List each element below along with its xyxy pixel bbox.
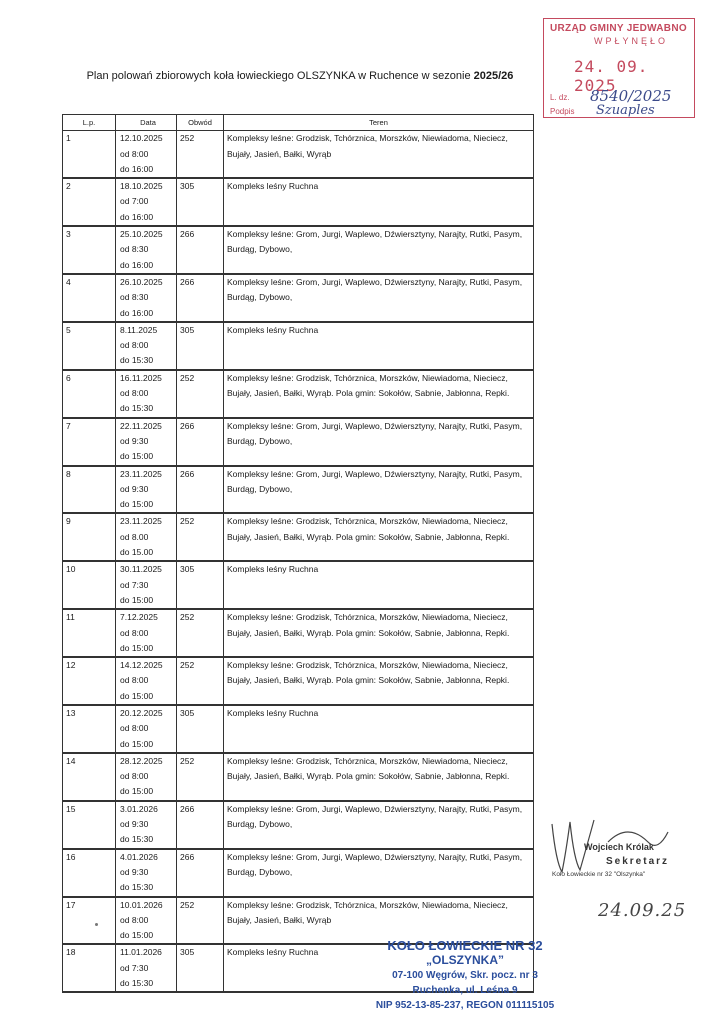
date-value: 30.11.2025 [120,564,162,575]
date-value: 14.12.2025 [120,660,163,671]
table-row [63,801,534,849]
stamp-ldz-value: 8540/2025 [590,87,672,105]
cell-date [116,418,177,466]
cell-teren: Kompleksy leśne: Grom, Jurgi, Waplewo, Dźwiersztyny, Narajty, Rutki, Pasym, Burdąg, Dybowo, [224,801,534,849]
cell-date [116,705,177,753]
time-from: od 8:30 [120,292,149,303]
time-from: od 8:00 [120,627,149,638]
cell-obwod: 252 [177,513,224,561]
table-row [63,322,534,370]
cell-date [116,131,177,178]
cell-teren: Kompleksy leśne: Grodzisk, Tchórznica, Morszków, Niewiadoma, Nieciecz, Bujały, Jasień, Bałki, Wyrąb. Pola gmin: Sokołów, Sabnie, Jabłonna, Repki. [224,609,534,657]
date-value: 25.10.2025 [120,229,163,240]
date-value: 12.10.2025 [120,133,163,144]
date-value: 18.10.2025 [120,181,163,192]
cell-lp: 7 [63,418,116,466]
cell-date [116,322,177,370]
club-line4: Ruchenka, ul. Leśna 9 [412,985,518,996]
time-from: od 9:30 [120,819,149,830]
cell-lp: 1 [63,131,116,178]
cell-teren: Kompleksy leśne: Grodzisk, Tchórznica, Morszków, Niewiadoma, Nieciecz, Bujały, Jasień, Bałki, Wyrąb. Pola gmin: Sokołów, Sabnie, Jabłonna, Repki. [224,370,534,418]
table-row [63,466,534,514]
cell-obwod: 252 [177,897,224,945]
cell-date [116,226,177,274]
header-obwod: Obwód [177,115,224,131]
cell-obwod: 305 [177,178,224,226]
cell-lp: 6 [63,370,116,418]
time-to: do 16:00 [120,163,154,174]
time-to: do 15:00 [120,451,154,462]
cell-teren: Kompleksy leśne: Grodzisk, Tchórznica, Morszków, Niewiadoma, Nieciecz, Bujały, Jasień, Bałki, Wyrąb. Pola gmin: Sokołów, Sabnie, Jabłonna, Repki. [224,513,534,561]
cell-date [116,801,177,849]
speck [95,923,98,926]
cell-obwod: 305 [177,944,224,992]
document-title [60,70,540,82]
time-to: do 15:00 [120,594,154,605]
cell-teren: Kompleksy leśne: Grodzisk, Tchórznica, Morszków, Niewiadoma, Nieciecz, Bujały, Jasień, Bałki, Wyrąb [224,897,534,945]
cell-obwod: 305 [177,322,224,370]
table-row [63,753,534,801]
date-value: 26.10.2025 [120,276,163,287]
club-line2: „OLSZYNKA” [426,953,504,967]
time-from: od 9:30 [120,866,149,877]
cell-lp: 4 [63,274,116,322]
cell-teren: Kompleks leśny Ruchna [224,705,534,753]
cell-obwod: 252 [177,657,224,705]
cell-date [116,513,177,561]
table-row [63,370,534,418]
table-row [63,705,534,753]
time-to: do 16:00 [120,211,154,222]
stamp-ldz-label: L. dz. [550,93,570,102]
signer-role: Sekretarz [606,856,670,867]
table-row [63,178,534,226]
cell-lp: 10 [63,561,116,609]
time-from: od 8:00 [120,723,149,734]
cell-obwod: 266 [177,226,224,274]
cell-lp: 16 [63,849,116,897]
time-from: od 8:00 [120,340,149,351]
date-value: 7.12.2025 [120,612,158,623]
header-lp: L.p. [63,115,116,131]
time-to: do 15.00 [120,547,154,558]
cell-teren: Kompleks leśny Ruchna [224,561,534,609]
stamp-podpis-value: Szuaples [596,103,655,118]
time-to: do 15:00 [120,690,154,701]
date-value: 10.01.2026 [120,899,163,910]
date-value: 22.11.2025 [120,420,162,431]
club-stamp [340,938,590,1013]
table-row [63,274,534,322]
cell-teren: Kompleksy leśne: Grom, Jurgi, Waplewo, Dźwiersztyny, Narajty, Rutki, Pasym, Burdąg, Dybowo, [224,274,534,322]
time-from: od 8:00 [120,771,149,782]
stamp-podpis-label: Podpis [550,107,575,116]
cell-date [116,849,177,897]
cell-lp: 2 [63,178,116,226]
cell-obwod: 305 [177,561,224,609]
signer-name: Wojciech Królak [584,842,654,852]
time-to: do 15:00 [120,786,154,797]
time-to: do 15:00 [120,930,154,941]
date-value: 23.11.2025 [120,468,162,479]
date-value: 3.01.2026 [120,803,158,814]
time-to: do 15:30 [120,355,154,366]
received-stamp [543,18,695,118]
time-from: od 8:00 [120,675,149,686]
cell-lp: 5 [63,322,116,370]
cell-lp: 14 [63,753,116,801]
cell-date [116,561,177,609]
cell-teren: Kompleksy leśne: Grom, Jurgi, Waplewo, Dźwiersztyny, Narajty, Rutki, Pasym, Burdąg, Dybowo, [224,466,534,514]
table-row [63,657,534,705]
cell-obwod: 266 [177,274,224,322]
cell-date [116,944,177,992]
cell-lp: 8 [63,466,116,514]
cell-teren: Kompleks leśny Ruchna [224,322,534,370]
time-to: do 16:00 [120,259,154,270]
cell-obwod: 252 [177,609,224,657]
date-value: 16.11.2025 [120,372,162,383]
handwritten-date: 24.09.25 [598,900,687,921]
cell-teren: Kompleksy leśne: Grom, Jurgi, Waplewo, Dźwiersztyny, Narajty, Rutki, Pasym, Burdąg, Dybowo, [224,418,534,466]
stamp-title: URZĄD GMINY JEDWABNO [550,23,687,34]
club-line3: 07-100 Węgrów, Skr. pocz. nr 3 [392,970,538,981]
time-from: od 9:30 [120,435,149,446]
table-row [63,418,534,466]
cell-obwod: 266 [177,849,224,897]
time-to: do 15:00 [120,738,154,749]
title-season: 2025/26 [473,70,514,82]
hunt-schedule-table [62,114,534,993]
cell-date [116,370,177,418]
table-row [63,561,534,609]
time-to: do 15:30 [120,978,154,989]
cell-teren: Kompleksy leśne: Grom, Jurgi, Waplewo, Dźwiersztyny, Narajty, Rutki, Pasym, Burdąg, Dybowo, [224,226,534,274]
time-from: od 7:30 [120,579,149,590]
cell-lp: 17 [63,897,116,945]
date-value: 4.01.2026 [120,851,158,862]
header-teren: Teren [224,115,534,131]
cell-lp: 15 [63,801,116,849]
time-from: od 7:30 [120,962,149,973]
cell-teren: Kompleksy leśne: Grodzisk, Tchórznica, Morszków, Niewiadoma, Nieciecz, Bujały, Jasień, Bałki, Wyrąb. Pola gmin: Sokołów, Sabnie, Jabłonna, Repki. [224,753,534,801]
time-from: od 8.00 [120,531,149,542]
time-to: do 15:30 [120,834,154,845]
time-to: do 15:30 [120,882,154,893]
cell-obwod: 252 [177,370,224,418]
cell-obwod: 252 [177,131,224,178]
time-from: od 7:00 [120,196,149,207]
cell-teren: Kompleks leśny Ruchna [224,944,534,992]
time-to: do 15:30 [120,403,154,414]
time-to: do 16:00 [120,307,154,318]
time-from: od 8:00 [120,388,149,399]
cell-obwod: 252 [177,753,224,801]
header-date: Data [116,115,177,131]
signature-block [548,812,718,892]
cell-lp: 11 [63,609,116,657]
cell-teren: Kompleksy leśne: Grodzisk, Tchórznica, Morszków, Niewiadoma, Nieciecz, Bujały, Jasień, Bałki, Wyrąb [224,131,534,178]
date-value: 11.01.2026 [120,947,162,958]
table-row [63,609,534,657]
cell-date [116,609,177,657]
time-to: do 15:00 [120,499,154,510]
table-row [63,513,534,561]
cell-obwod: 305 [177,705,224,753]
table-row [63,131,534,178]
time-from: od 8:00 [120,148,149,159]
cell-date [116,466,177,514]
cell-lp: 12 [63,657,116,705]
cell-obwod: 266 [177,801,224,849]
cell-teren: Kompleksy leśne: Grom, Jurgi, Waplewo, Dźwiersztyny, Narajty, Rutki, Pasym, Burdąg, Dybowo, [224,849,534,897]
cell-date [116,753,177,801]
date-value: 28.12.2025 [120,755,163,766]
cell-obwod: 266 [177,466,224,514]
table-row [63,226,534,274]
club-line5: NIP 952-13-85-237, REGON 011115105 [375,1000,555,1011]
stamp-subtitle: WPŁYNĘŁO [594,36,669,46]
cell-lp: 13 [63,705,116,753]
date-value: 8.11.2025 [120,324,158,335]
signature-scribble [548,812,718,892]
table-header-row [63,115,534,131]
cell-lp: 3 [63,226,116,274]
cell-lp: 18 [63,944,116,992]
table-row [63,849,534,897]
time-from: od 8:00 [120,914,149,925]
time-to: do 15:00 [120,642,154,653]
cell-date [116,178,177,226]
cell-date [116,657,177,705]
cell-teren: Kompleksy leśne: Grodzisk, Tchórznica, Morszków, Niewiadoma, Nieciecz, Bujały, Jasień, Bałki, Wyrąb. Pola gmin: Sokołów, Sabnie, Jabłonna, Repki. [224,657,534,705]
cell-teren: Kompleks leśny Ruchna [224,178,534,226]
date-value: 20.12.2025 [120,707,163,718]
stamp-date: 24. 09. 2025 [574,57,649,95]
signer-org: Koło Łowieckie nr 32 "Olszynka" [552,871,646,878]
cell-obwod: 266 [177,418,224,466]
title-prefix: Plan polowań zbiorowych koła łowieckiego OLSZYNKA w Ruchence w sezonie [86,70,471,82]
club-line1: KOŁO ŁOWIECKIE NR 32 [387,938,543,953]
cell-date [116,274,177,322]
cell-lp: 9 [63,513,116,561]
time-from: od 9:30 [120,483,149,494]
time-from: od 8:30 [120,244,149,255]
cell-date [116,897,177,945]
date-value: 23.11.2025 [120,516,162,527]
